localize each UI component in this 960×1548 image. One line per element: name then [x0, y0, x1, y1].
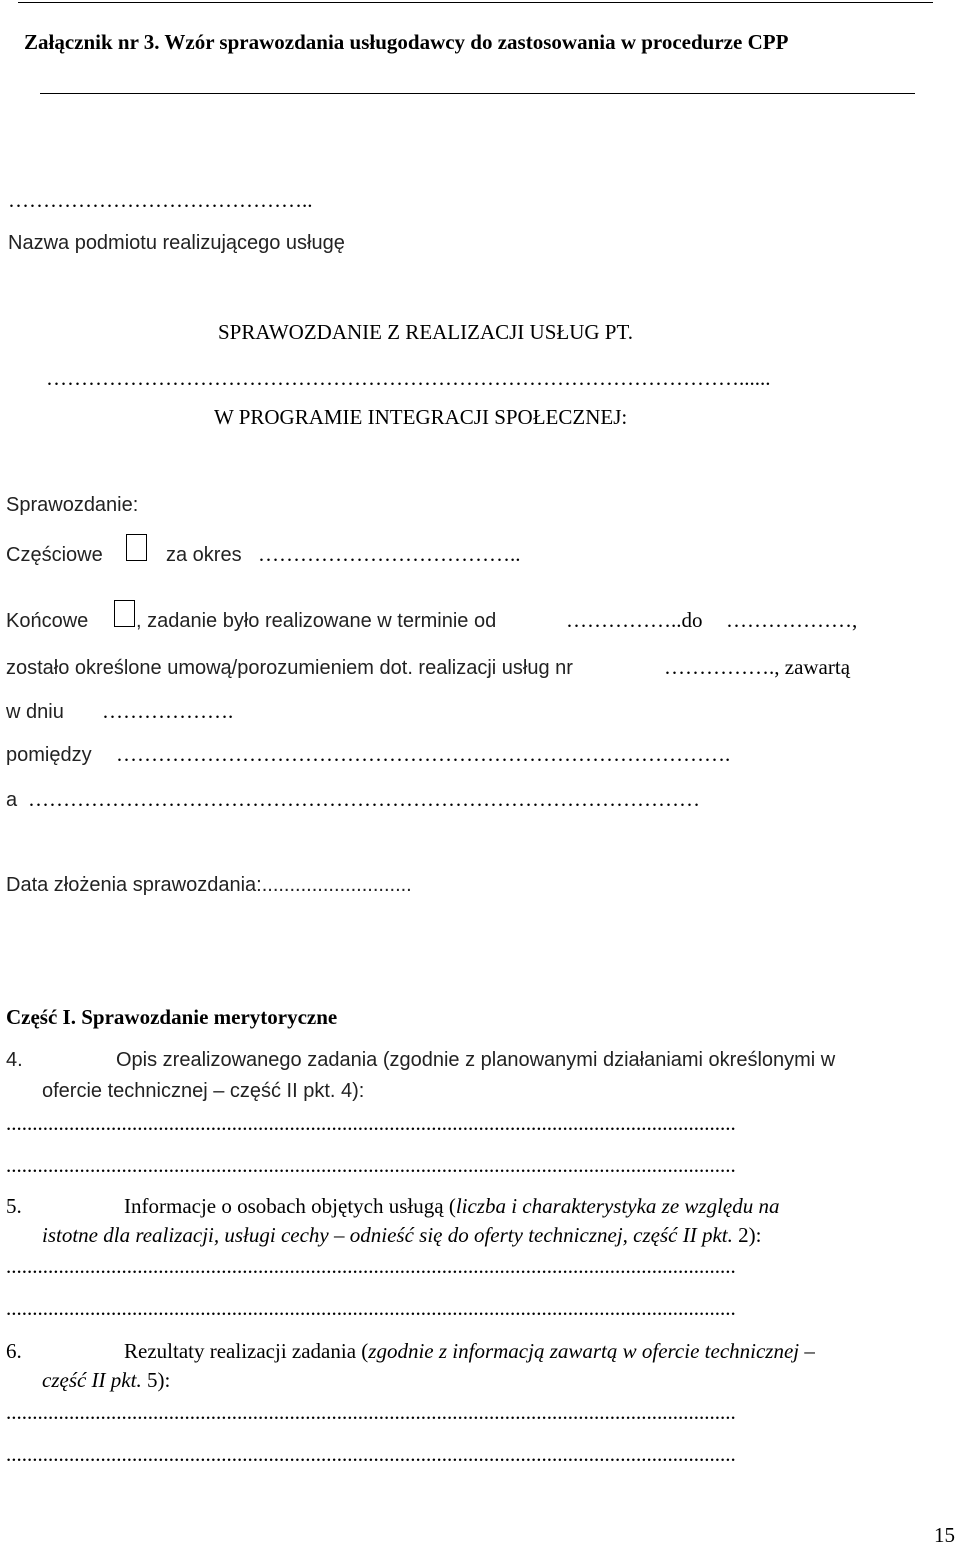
agreement-text: zostało określone umową/porozumieniem dot. realizacji usług nr [6, 657, 573, 679]
item5-line2 [42, 1223, 761, 1248]
report-title-line1: SPRAWOZDANIE Z REALIZACJI USŁUG PT. [218, 320, 633, 344]
item4-dots-1: ........................................................................................................................................... [6, 1111, 736, 1135]
item6-line2-italic: część II pkt. [42, 1368, 142, 1392]
item6-line2-plain: 5): [141, 1368, 171, 1392]
sprawozdanie-label: Sprawozdanie: [6, 494, 139, 516]
item4-line1: Opis zrealizowanego zadania (zgodnie z planowanymi działaniami określonymi w [116, 1049, 836, 1071]
task-from-value: ……………..do [566, 608, 703, 632]
item5-dots-1: ........................................................................................................................................... [6, 1254, 736, 1278]
item4-number: 4. [6, 1049, 23, 1071]
final-label: Końcowe [6, 610, 89, 632]
item4-dots-2: ........................................................................................................................................... [6, 1153, 736, 1177]
item6-line1-italic: zgodnie z informacją zawartą w ofercie technicznej – [368, 1339, 815, 1363]
partial-checkbox[interactable] [126, 534, 147, 561]
partial-label: Częściowe [6, 544, 103, 566]
date-label: w dniu [6, 701, 64, 723]
final-checkbox[interactable] [114, 600, 135, 627]
org-name-dots: …………………………………….. [8, 188, 313, 212]
submission-date-label: Data złożenia sprawozdania:........................... [6, 874, 412, 896]
item5-line2-plain: 2): [732, 1223, 762, 1247]
item5-line1 [124, 1194, 780, 1219]
document-title: Załącznik nr 3. Wzór sprawozdania usługodawcy do zastosowania w procedurze CPP [24, 30, 789, 54]
and-value: …………………………………………………………………………………… [28, 787, 700, 811]
report-title-line3: W PROGRAMIE INTEGRACJI SPOŁECZNEJ: [214, 405, 628, 429]
page-number: 15 [934, 1523, 955, 1547]
period-label: za okres [166, 544, 242, 566]
item5-line1-plain: Informacje o osobach objętych usługą ( [124, 1194, 456, 1218]
item6-line1-plain: Rezultaty realizacji zadania ( [124, 1339, 369, 1363]
part1-heading: Część I. Sprawozdanie merytoryczne [6, 1005, 338, 1029]
task-text: , zadanie było realizowane w terminie od [136, 610, 497, 632]
title-underline [40, 93, 915, 94]
between-label: pomiędzy [6, 744, 92, 766]
item5-line1-italic: liczba i charakterystyka ze względu na [455, 1194, 780, 1218]
between-value: ……………………………………………………………………………. [116, 742, 731, 766]
report-title-dots: ………………………………………………………………………………………...... [46, 366, 771, 390]
item6-number: 6. [6, 1339, 22, 1363]
task-to-value: ………………, [726, 608, 858, 632]
date-value: ………………. [102, 699, 234, 723]
item6-dots-1: ........................................................................................................................................... [6, 1400, 736, 1424]
agreement-number: ……………., zawartą [664, 655, 851, 679]
top-rule [18, 2, 933, 3]
item4-line2: ofercie technicznej – część II pkt. 4): [42, 1080, 365, 1102]
item6-dots-2: ........................................................................................................................................... [6, 1442, 736, 1466]
item5-number: 5. [6, 1194, 22, 1218]
item5-dots-2: ........................................................................................................................................... [6, 1296, 736, 1320]
period-value: ……………………………….. [258, 542, 521, 566]
org-name-label: Nazwa podmiotu realizującego usługę [8, 232, 345, 254]
item6-line1 [124, 1339, 815, 1364]
and-label: a [6, 789, 18, 811]
item5-line2-italic: istotne dla realizacji, usługi cechy – odnieść się do oferty technicznej, część II pkt. [42, 1223, 733, 1247]
item6-line2 [42, 1368, 170, 1393]
